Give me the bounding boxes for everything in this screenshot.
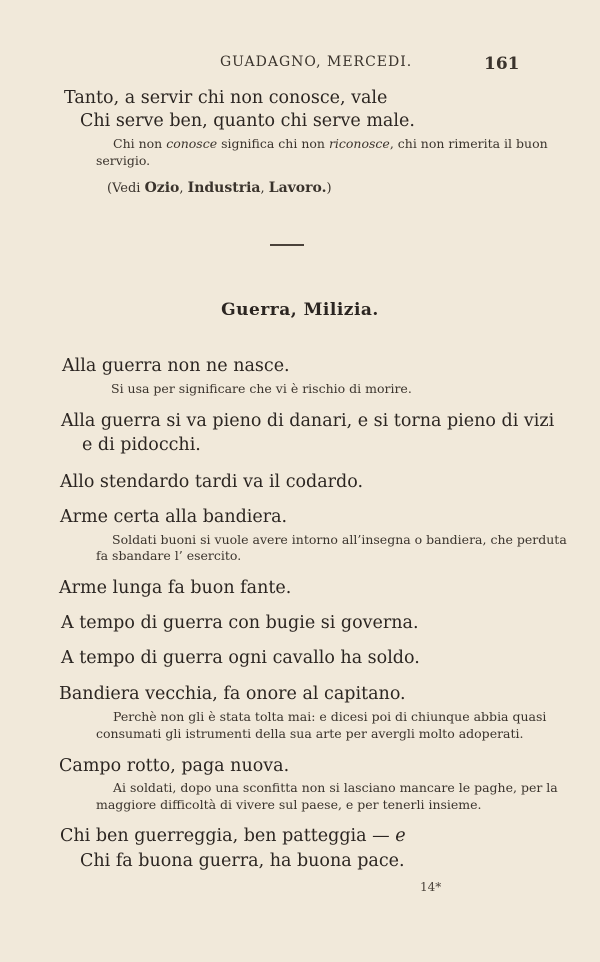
xref-close: ) bbox=[326, 181, 332, 196]
section-title: Guerra, Milizia. bbox=[221, 300, 379, 320]
proverb-line: Chi fa buona guerra, ha buona pace. bbox=[80, 851, 405, 871]
proverb-text: Chi ben guerreggia, ben patteggia — bbox=[60, 826, 396, 846]
running-title: GUADAGNO, MERCEDI. bbox=[220, 54, 413, 70]
proverb-line: Allo stendardo tardi va il codardo. bbox=[60, 472, 364, 492]
proverb-line: Alla guerra si va pieno di danari, e si torna pieno di vizi bbox=[61, 411, 555, 431]
proverb-line: Bandiera vecchia, fa onore al capitano. bbox=[59, 684, 406, 704]
xref-sep: , bbox=[260, 181, 269, 196]
note-line: maggiore difficoltà di vivere sul paese, e per tenerli insieme. bbox=[96, 797, 482, 812]
section-divider bbox=[270, 244, 304, 246]
proverb-line: A tempo di guerra ogni cavallo ha soldo. bbox=[61, 648, 420, 668]
xref-sep: , bbox=[179, 181, 188, 196]
note-text: , chi non rimerita il buon bbox=[389, 136, 548, 151]
xref-term: Ozio bbox=[144, 180, 180, 196]
proverb-italic-e: e bbox=[395, 826, 406, 846]
note-text: significa chi non bbox=[217, 136, 329, 151]
note-line: Perchè non gli è stata tolta mai: e dicesi poi di chiunque abbia quasi bbox=[113, 709, 547, 724]
proverb-line: Campo rotto, paga nuova. bbox=[59, 756, 290, 776]
note-line: Soldati buoni si vuole avere intorno all’insegna o bandiera, che perduta bbox=[112, 532, 567, 547]
note-text: Chi non bbox=[113, 136, 167, 151]
note-line: fa sbandare l’ esercito. bbox=[96, 548, 242, 563]
proverb-line: Chi serve ben, quanto chi serve male. bbox=[80, 111, 415, 131]
signature-mark: 14* bbox=[420, 880, 442, 894]
proverb-line: e di pidocchi. bbox=[82, 435, 201, 455]
note-line: consumati gli istrumenti della sua arte per avergli molto adoperati. bbox=[96, 726, 524, 741]
proverb-line bbox=[60, 826, 406, 846]
proverb-line: Tanto, a servir chi non conosce, vale bbox=[64, 88, 388, 108]
xref-open: (Vedi bbox=[107, 181, 145, 196]
note-italic-word: conosce bbox=[166, 136, 218, 151]
proverb-line: Arme lunga fa buon fante. bbox=[59, 578, 292, 598]
xref-term: Lavoro. bbox=[268, 180, 327, 196]
note-line: servigio. bbox=[96, 153, 151, 168]
proverb-line: Alla guerra non ne nasce. bbox=[62, 356, 290, 376]
cross-reference bbox=[107, 180, 332, 196]
note-line: Si usa per significare che vi è rischio di morire. bbox=[111, 381, 412, 396]
proverb-line: Arme certa alla bandiera. bbox=[60, 507, 288, 527]
proverb-line: A tempo di guerra con bugie si governa. bbox=[61, 613, 419, 633]
note-line: Ai soldati, dopo una sconfitta non si lasciano mancare le paghe, per la bbox=[113, 780, 558, 795]
xref-term: Industria bbox=[187, 180, 261, 196]
note-italic-word: riconosce bbox=[328, 136, 390, 151]
page-number: 161 bbox=[484, 54, 520, 74]
note-line bbox=[113, 136, 548, 151]
